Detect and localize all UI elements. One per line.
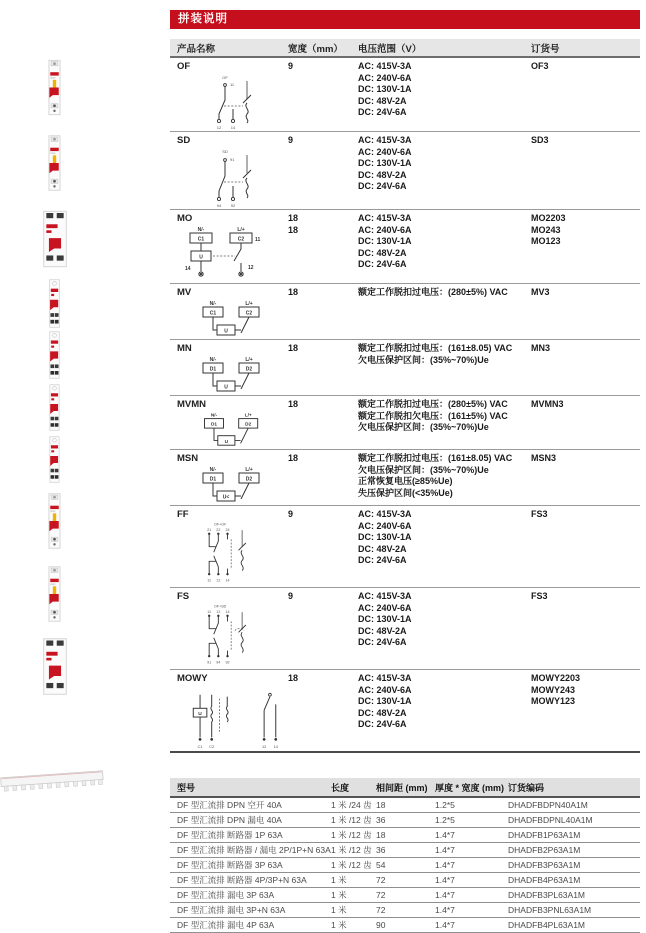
voltage-line: AC: 240V-6A xyxy=(358,520,412,531)
table-row xyxy=(170,210,640,284)
circuit-diagram xyxy=(191,355,275,395)
busbar-table xyxy=(170,778,640,933)
table-row xyxy=(170,284,640,340)
voltage-line: AC: 240V-6A xyxy=(358,72,412,83)
width-cell xyxy=(288,591,358,669)
svg-text:91: 91 xyxy=(207,660,212,665)
product-name: MSN xyxy=(177,453,199,464)
fs-module-photo xyxy=(46,562,63,626)
order-number: OF3 xyxy=(531,61,549,71)
order-number: MO123 xyxy=(531,236,561,246)
order-cell xyxy=(531,453,640,505)
phase-spacing-cell: 18 xyxy=(374,797,433,813)
voltage-line: 额定工作脱扣过电压：(280±5%) VAC xyxy=(358,399,508,409)
phase-spacing-cell: 72 xyxy=(374,888,433,903)
product-name: MVMN xyxy=(177,399,207,410)
svg-text:D1: D1 xyxy=(209,366,217,373)
voltage-line: DC: 130V-1A xyxy=(358,614,412,624)
voltage-cell xyxy=(358,399,531,449)
svg-text:11: 11 xyxy=(207,610,212,615)
table-row xyxy=(170,903,640,918)
assembly-table xyxy=(170,39,640,753)
voltage-line: AC: 240V-6A xyxy=(358,684,412,695)
table-row xyxy=(170,340,640,396)
header-model: 型号 xyxy=(170,778,329,797)
width-value: 18 xyxy=(288,453,299,463)
order-number: MV3 xyxy=(531,287,550,297)
length-cell: 1 米 /12 齿 xyxy=(329,843,374,858)
phase-spacing-cell: 72 xyxy=(374,873,433,888)
svg-text:U: U xyxy=(224,384,228,391)
ff-module-photo xyxy=(46,487,63,555)
width-value: 18 xyxy=(288,224,299,235)
order-code-cell: DHADFB1P63A1M xyxy=(506,828,640,843)
width-cell xyxy=(288,135,358,209)
width-value: 9 xyxy=(288,135,294,145)
order-code-cell: DHADFB3P63A1M xyxy=(506,858,640,873)
table-row xyxy=(170,450,640,506)
svg-text:L/+: L/+ xyxy=(244,413,252,419)
product-name: FS xyxy=(177,591,190,602)
svg-text:L/+: L/+ xyxy=(245,301,253,307)
table-row xyxy=(170,873,640,888)
circuit-diagram xyxy=(191,299,275,339)
order-cell xyxy=(531,591,640,669)
voltage-line: 额定工作脱扣过电压：(161±8.05) VAC xyxy=(358,453,513,463)
width-cell xyxy=(288,61,358,131)
svg-text:L/+: L/+ xyxy=(245,357,253,363)
thickness-width-cell: 1.4*7 xyxy=(433,858,506,873)
length-cell: 1 米 xyxy=(329,918,374,933)
svg-text:D1: D1 xyxy=(209,476,217,483)
of-module-photo xyxy=(46,54,63,121)
order-code-cell: DHADFBDPN40A1M xyxy=(506,797,640,813)
mn-module-photo xyxy=(46,331,63,379)
main-panel xyxy=(170,10,640,933)
thickness-width-cell: 1.4*7 xyxy=(433,903,506,918)
phase-spacing-cell: 72 xyxy=(374,903,433,918)
voltage-cell xyxy=(358,591,531,669)
table-row xyxy=(170,396,640,450)
table-row xyxy=(170,828,640,843)
table-row xyxy=(170,918,640,933)
voltage-line: AC: 240V-6A xyxy=(358,224,412,235)
voltage-line: DC: 130V-1A xyxy=(358,532,412,542)
voltage-line: AC: 240V-6A xyxy=(358,146,412,157)
voltage-line: DC: 24V-6A xyxy=(358,107,407,117)
product-name: MO xyxy=(177,213,193,224)
svg-text:C1: C1 xyxy=(197,744,203,750)
voltage-cell xyxy=(358,673,531,751)
svg-text:11: 11 xyxy=(230,82,235,87)
svg-text:C2: C2 xyxy=(245,310,253,317)
svg-text:12: 12 xyxy=(261,744,267,750)
voltage-cell xyxy=(358,287,531,339)
order-code-cell: DHADFB2P63A1M xyxy=(506,843,640,858)
product-name: MV xyxy=(177,287,192,298)
order-number: MSN3 xyxy=(531,453,557,463)
voltage-line: DC: 48V-2A xyxy=(358,625,407,636)
voltage-line: DC: 24V-6A xyxy=(358,555,407,565)
width-value: 18 xyxy=(288,343,299,353)
order-number: MOWY2203 xyxy=(531,673,581,683)
order-cell xyxy=(531,135,640,209)
voltage-line: 正常恢复电压(≥85%Ue) xyxy=(358,476,453,486)
svg-text:92: 92 xyxy=(230,203,236,208)
svg-text:C2: C2 xyxy=(237,236,245,243)
length-cell: 1 米 xyxy=(329,888,374,903)
voltage-line: DC: 24V-6A xyxy=(358,719,407,729)
voltage-line: DC: 130V-1A xyxy=(358,158,412,168)
model-cell: DF 型汇流排 断路器 3P 63A xyxy=(170,858,329,873)
product-name: OF xyxy=(177,61,191,72)
svg-text:12: 12 xyxy=(216,578,221,583)
svg-text:24: 24 xyxy=(225,528,230,533)
table-row xyxy=(170,132,640,210)
width-cell xyxy=(288,287,358,339)
voltage-line: DC: 48V-2A xyxy=(358,95,407,106)
order-number: MOWY123 xyxy=(531,696,576,706)
mv-module-photo xyxy=(46,279,63,328)
table-row xyxy=(170,58,640,132)
svg-text:11: 11 xyxy=(255,237,261,243)
order-code-cell: DHADFBDPNL40A1M xyxy=(506,813,640,828)
svg-text:94: 94 xyxy=(216,203,222,208)
svg-text:N/-: N/- xyxy=(197,227,205,233)
svg-text:12: 12 xyxy=(248,265,254,271)
order-number: FS3 xyxy=(531,591,548,601)
model-cell: DF 型汇流排 漏电 3P+N 63A xyxy=(170,903,329,918)
order-cell xyxy=(531,509,640,587)
width-value: 9 xyxy=(288,61,294,71)
svg-text:N/-: N/- xyxy=(209,301,217,307)
voltage-line: DC: 24V-6A xyxy=(358,181,407,191)
assembly-table-header xyxy=(170,39,640,58)
product-name: MN xyxy=(177,343,192,354)
thickness-width-cell: 1.4*7 xyxy=(433,918,506,933)
phase-spacing-cell: 36 xyxy=(374,813,433,828)
voltage-cell xyxy=(358,61,531,131)
order-code-cell: DHADFB4P63A1M xyxy=(506,873,640,888)
voltage-line: AC: 415V-3A xyxy=(358,591,412,601)
voltage-line: 额定工作脱扣过电压：(161±8.05) VAC xyxy=(358,343,513,353)
voltage-line: AC: 240V-6A xyxy=(358,602,412,613)
order-number: MOWY243 xyxy=(531,684,576,695)
header-order-code: 订货编码 xyxy=(506,778,640,797)
svg-text:U: U xyxy=(224,328,228,335)
voltage-line: 欠电压保护区间：(35%~70%)Ue xyxy=(358,464,489,475)
voltage-line: AC: 415V-3A xyxy=(358,135,412,145)
order-cell xyxy=(531,213,640,283)
length-cell: 1 米 /12 齿 xyxy=(329,813,374,828)
svg-text:D2: D2 xyxy=(245,366,253,373)
order-cell xyxy=(531,287,640,339)
product-name: SD xyxy=(177,135,191,146)
model-cell: DF 型汇流排 漏电 4P 63A xyxy=(170,918,329,933)
voltage-line: AC: 415V-3A xyxy=(358,213,412,223)
svg-text:U: U xyxy=(224,439,229,445)
svg-text:C1: C1 xyxy=(197,236,205,243)
svg-text:12: 12 xyxy=(216,125,222,130)
header-voltage: 电压范围（V） xyxy=(358,43,422,55)
svg-text:14: 14 xyxy=(273,744,278,750)
thickness-width-cell: 1.4*7 xyxy=(433,888,506,903)
order-cell xyxy=(531,343,640,395)
thickness-width-cell: 1.2*5 xyxy=(433,797,506,813)
thickness-width-cell: 1.4*7 xyxy=(433,828,506,843)
table-row xyxy=(170,843,640,858)
product-photo-column xyxy=(0,0,170,850)
circuit-diagram xyxy=(191,411,275,449)
width-value: 18 xyxy=(288,287,299,297)
voltage-cell xyxy=(358,453,531,505)
order-number: MO243 xyxy=(531,224,561,235)
length-cell: 1 米 xyxy=(329,873,374,888)
section-title: 拼装说明 xyxy=(170,10,640,29)
voltage-cell xyxy=(358,343,531,395)
voltage-line: DC: 130V-1A xyxy=(358,696,412,706)
product-name: MOWY xyxy=(177,673,208,684)
voltage-line: 失压保护区间(<35%Ue) xyxy=(358,487,453,498)
circuit-diagram xyxy=(191,465,275,505)
svg-text:14: 14 xyxy=(225,578,230,583)
header-width: 宽度（mm） xyxy=(288,43,343,55)
order-number: MN3 xyxy=(531,343,551,353)
svg-text:U: U xyxy=(198,712,202,718)
model-cell: DF 型汇流排 断路器 4P/3P+N 63A xyxy=(170,873,329,888)
thickness-width-cell: 1.4*7 xyxy=(433,873,506,888)
voltage-line: DC: 24V-6A xyxy=(358,637,407,647)
svg-text:U: U xyxy=(199,254,203,261)
width-value: 18 xyxy=(288,673,299,683)
order-number: MVMN3 xyxy=(531,399,564,409)
svg-text:92: 92 xyxy=(225,660,230,665)
table-row xyxy=(170,588,640,670)
table-row xyxy=(170,670,640,753)
svg-text:OF: OF xyxy=(222,75,228,80)
voltage-line: 欠电压保护区间：(35%~70%)Ue xyxy=(358,354,489,365)
svg-text:N/-: N/- xyxy=(210,413,218,419)
phase-spacing-cell: 54 xyxy=(374,858,433,873)
order-cell xyxy=(531,399,640,449)
busbar-table-header xyxy=(170,778,640,797)
voltage-line: DC: 130V-1A xyxy=(358,236,412,246)
svg-text:91: 91 xyxy=(230,157,235,162)
phase-spacing-cell: 90 xyxy=(374,918,433,933)
model-cell: DF 型汇流排 漏电 3P 63A xyxy=(170,888,329,903)
voltage-line: DC: 24V-6A xyxy=(358,259,407,269)
model-cell: DF 型汇流排 DPN 空开 40A xyxy=(170,797,329,813)
model-cell: DF 型汇流排 断路器 1P 63A xyxy=(170,828,329,843)
header-phase-spacing: 相间距 (mm) xyxy=(374,778,433,797)
table-row xyxy=(170,506,640,588)
width-cell xyxy=(288,213,358,283)
svg-text:D2: D2 xyxy=(245,422,252,428)
voltage-line: 额定工作脱扣过电压：(280±5%) VAC xyxy=(358,287,508,297)
svg-text:12: 12 xyxy=(216,610,221,615)
voltage-line: DC: 48V-2A xyxy=(358,247,407,258)
svg-text:OF+OF: OF+OF xyxy=(214,522,227,527)
svg-text:N/-: N/- xyxy=(209,357,217,363)
circuit-diagram xyxy=(191,521,275,587)
mo-module-photo xyxy=(42,206,68,272)
header-product-name: 产品名称 xyxy=(177,43,216,55)
circuit-diagram xyxy=(191,73,271,131)
thickness-width-cell: 1.4*7 xyxy=(433,843,506,858)
phase-spacing-cell: 36 xyxy=(374,843,433,858)
order-cell xyxy=(531,61,640,131)
order-number: MO2203 xyxy=(531,213,566,223)
voltage-line: DC: 48V-2A xyxy=(358,707,407,718)
svg-text:L/+: L/+ xyxy=(237,227,245,233)
voltage-cell xyxy=(358,135,531,209)
model-cell: DF 型汇流排 断路器 / 漏电 2P/1P+N 63A xyxy=(170,843,329,858)
width-cell xyxy=(288,673,358,751)
header-order: 订货号 xyxy=(531,43,560,55)
svg-text:14: 14 xyxy=(230,125,236,130)
order-code-cell: DHADFB3PNL63A1M xyxy=(506,903,640,918)
model-cell: DF 型汇流排 DPN 漏电 40A xyxy=(170,813,329,828)
svg-text:C2: C2 xyxy=(209,744,215,750)
table-row xyxy=(170,797,640,813)
thickness-width-cell: 1.2*5 xyxy=(433,813,506,828)
order-number: SD3 xyxy=(531,135,549,145)
svg-text:C1: C1 xyxy=(209,310,217,317)
header-length: 长度 xyxy=(329,778,374,797)
length-cell: 1 米 xyxy=(329,903,374,918)
svg-text:22: 22 xyxy=(216,528,221,533)
voltage-line: 额定工作脱扣欠电压：(161±5%) VAC xyxy=(358,410,508,421)
circuit-diagram xyxy=(191,147,271,209)
voltage-line: AC: 415V-3A xyxy=(358,509,412,519)
width-cell xyxy=(288,509,358,587)
width-cell xyxy=(288,399,358,449)
svg-text:11: 11 xyxy=(207,578,212,583)
svg-text:D1: D1 xyxy=(210,422,218,428)
header-thickness-width: 厚度 * 宽度 (mm) xyxy=(433,778,506,797)
table-row xyxy=(170,888,640,903)
mowy-module-photo xyxy=(42,632,68,701)
width-value: 18 xyxy=(288,399,299,409)
mvmn-module-photo xyxy=(46,384,63,431)
svg-text:21: 21 xyxy=(207,528,212,533)
table-row xyxy=(170,813,640,828)
table-row xyxy=(170,858,640,873)
voltage-cell xyxy=(358,213,531,283)
voltage-line: 欠电压保护区间：(35%~70%)Ue xyxy=(358,422,489,432)
voltage-line: AC: 415V-3A xyxy=(358,673,412,683)
order-cell xyxy=(531,673,640,751)
svg-text:OF+SD: OF+SD xyxy=(214,604,227,609)
phase-spacing-cell: 18 xyxy=(374,828,433,843)
order-code-cell: DHADFB3PL63A1M xyxy=(506,888,640,903)
order-number: FS3 xyxy=(531,509,548,519)
length-cell: 1 米 /12 齿 xyxy=(329,858,374,873)
width-value: 9 xyxy=(288,509,294,519)
product-name: FF xyxy=(177,509,189,520)
svg-text:N/-: N/- xyxy=(209,467,217,473)
svg-text:U<: U< xyxy=(222,494,230,501)
svg-text:D2: D2 xyxy=(245,476,253,483)
width-value: 18 xyxy=(288,213,299,223)
circuit-diagram xyxy=(181,685,289,751)
svg-text:L/+: L/+ xyxy=(245,467,253,473)
voltage-line: DC: 130V-1A xyxy=(358,84,412,94)
length-cell: 1 米 /12 齿 xyxy=(329,828,374,843)
sd-module-photo xyxy=(46,129,63,197)
svg-text:SD: SD xyxy=(222,149,228,154)
svg-text:14: 14 xyxy=(185,266,191,272)
voltage-line: DC: 48V-2A xyxy=(358,169,407,180)
circuit-diagram xyxy=(179,225,279,283)
msn-module-photo xyxy=(46,436,63,483)
voltage-cell xyxy=(358,509,531,587)
length-cell: 1 米 /24 齿 xyxy=(329,797,374,813)
svg-text:14: 14 xyxy=(225,610,230,615)
width-cell xyxy=(288,343,358,395)
width-value: 9 xyxy=(288,591,294,601)
width-cell xyxy=(288,453,358,505)
order-code-cell: DHADFB4PL63A1M xyxy=(506,918,640,933)
busbar-comb-photo xyxy=(0,762,107,799)
svg-text:94: 94 xyxy=(216,660,221,665)
voltage-line: DC: 48V-2A xyxy=(358,543,407,554)
voltage-line: AC: 415V-3A xyxy=(358,61,412,71)
circuit-diagram xyxy=(191,603,275,669)
